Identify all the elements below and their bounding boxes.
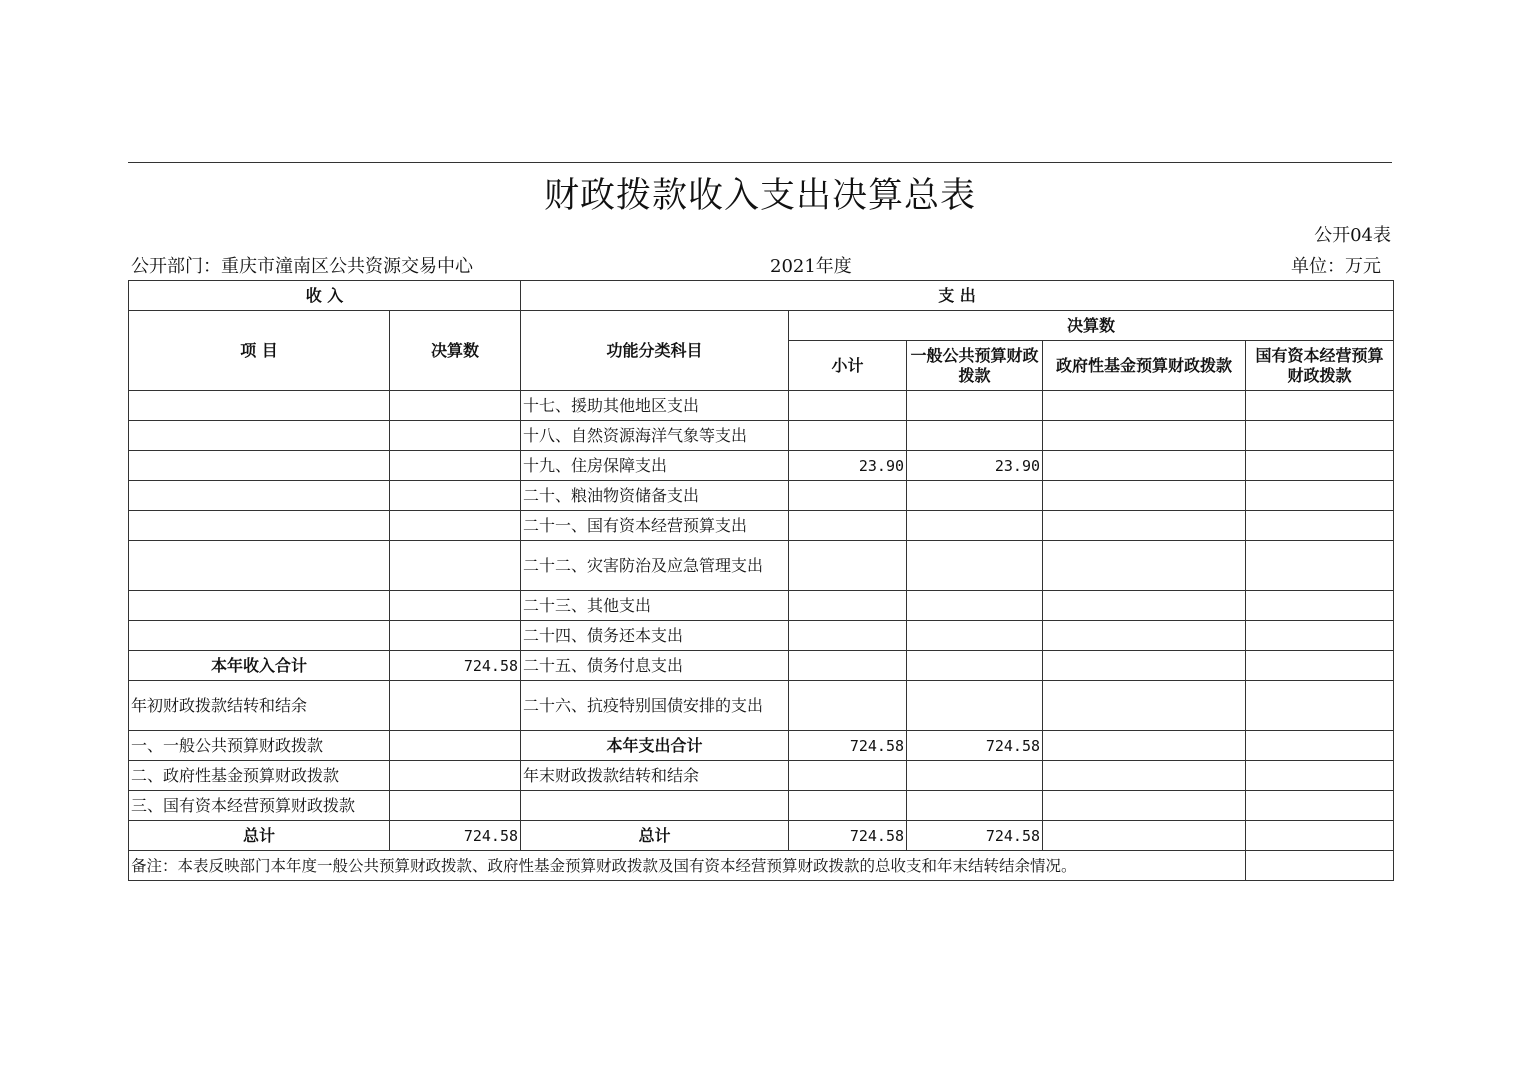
table-row xyxy=(129,421,1394,451)
function-subject-cell: 二十四、债务还本支出 xyxy=(521,621,789,651)
function-subject-cell: 二十五、债务付息支出 xyxy=(521,651,789,681)
page-title: 财政拨款收入支出决算总表 xyxy=(543,176,976,216)
department-label: 公开部门：重庆市潼南区公共资源交易中心 xyxy=(131,256,473,277)
header-general-budget: 一般公共预算财政拨款 xyxy=(907,341,1043,391)
income-item-cell: 一、一般公共预算财政拨款 xyxy=(129,731,390,761)
table-row xyxy=(129,591,1394,621)
function-subject-cell: 二十一、国有资本经营预算支出 xyxy=(521,511,789,541)
general-budget-cell xyxy=(907,481,1043,511)
general-budget-cell xyxy=(907,391,1043,421)
state-capital-cell xyxy=(1246,731,1394,761)
header-item: 项 目 xyxy=(129,311,390,391)
general-budget-cell xyxy=(907,511,1043,541)
income-item-cell: 年初财政拨款结转和结余 xyxy=(129,681,390,731)
general-budget-cell xyxy=(907,421,1043,451)
function-subject-cell xyxy=(521,791,789,821)
header-income: 收 入 xyxy=(129,281,521,311)
state-capital-cell xyxy=(1246,821,1394,851)
gov-fund-cell xyxy=(1043,591,1246,621)
income-item-cell xyxy=(129,541,390,591)
header-state-capital: 国有资本经营预算财政拨款 xyxy=(1246,341,1394,391)
gov-fund-cell xyxy=(1043,621,1246,651)
function-subject-cell: 十八、自然资源海洋气象等支出 xyxy=(521,421,789,451)
function-subject-cell: 本年支出合计 xyxy=(521,731,789,761)
table-row xyxy=(129,391,1394,421)
budget-table xyxy=(128,280,1394,881)
state-capital-cell xyxy=(1246,451,1394,481)
table-row xyxy=(129,511,1394,541)
income-amount-cell xyxy=(390,681,521,731)
general-budget-cell: 23.90 xyxy=(907,451,1043,481)
subtotal-cell xyxy=(789,651,907,681)
subtotal-cell xyxy=(789,511,907,541)
general-budget-cell xyxy=(907,541,1043,591)
subtotal-cell xyxy=(789,681,907,731)
income-amount-cell xyxy=(390,421,521,451)
header-amount: 决算数 xyxy=(390,311,521,391)
income-amount-cell xyxy=(390,621,521,651)
table-row xyxy=(129,791,1394,821)
income-amount-cell xyxy=(390,451,521,481)
income-item-cell xyxy=(129,391,390,421)
state-capital-cell xyxy=(1246,761,1394,791)
income-item-cell: 三、国有资本经营预算财政拨款 xyxy=(129,791,390,821)
header-subtotal: 小计 xyxy=(789,341,907,391)
general-budget-cell xyxy=(907,621,1043,651)
function-subject-cell: 二十、粮油物资储备支出 xyxy=(521,481,789,511)
subtotal-cell: 724.58 xyxy=(789,731,907,761)
general-budget-cell: 724.58 xyxy=(907,731,1043,761)
gov-fund-cell xyxy=(1043,651,1246,681)
income-amount-cell xyxy=(390,761,521,791)
general-budget-cell xyxy=(907,761,1043,791)
function-subject-cell: 二十二、灾害防治及应急管理支出 xyxy=(521,541,789,591)
income-item-cell xyxy=(129,511,390,541)
fiscal-year: 2021年度 xyxy=(770,256,852,277)
gov-fund-cell xyxy=(1043,391,1246,421)
income-item-cell: 二、政府性基金预算财政拨款 xyxy=(129,761,390,791)
subtotal-cell: 23.90 xyxy=(789,451,907,481)
subtotal-cell xyxy=(789,541,907,591)
state-capital-cell xyxy=(1246,591,1394,621)
general-budget-cell xyxy=(907,651,1043,681)
state-capital-cell xyxy=(1246,391,1394,421)
income-amount-cell xyxy=(390,731,521,761)
gov-fund-cell xyxy=(1043,761,1246,791)
gov-fund-cell xyxy=(1043,511,1246,541)
state-capital-cell xyxy=(1246,481,1394,511)
state-capital-cell xyxy=(1246,511,1394,541)
table-row xyxy=(129,451,1394,481)
income-amount-cell: 724.58 xyxy=(390,651,521,681)
table-row xyxy=(129,621,1394,651)
header-function-subject: 功能分类科目 xyxy=(521,311,789,391)
state-capital-cell xyxy=(1246,791,1394,821)
gov-fund-cell xyxy=(1043,421,1246,451)
function-subject-cell: 年末财政拨款结转和结余 xyxy=(521,761,789,791)
header-expense: 支 出 xyxy=(521,281,1394,311)
function-subject-cell: 总计 xyxy=(521,821,789,851)
state-capital-cell xyxy=(1246,421,1394,451)
table-row xyxy=(129,731,1394,761)
function-subject-cell: 二十三、其他支出 xyxy=(521,591,789,621)
income-amount-cell xyxy=(390,541,521,591)
income-amount-cell xyxy=(390,511,521,541)
income-item-cell xyxy=(129,421,390,451)
subtotal-cell xyxy=(789,591,907,621)
income-item-cell xyxy=(129,621,390,651)
general-budget-cell xyxy=(907,791,1043,821)
income-item-cell xyxy=(129,481,390,511)
state-capital-cell xyxy=(1246,541,1394,591)
subtotal-cell xyxy=(789,761,907,791)
income-amount-cell xyxy=(390,481,521,511)
note-empty-cell xyxy=(1246,851,1394,881)
subtotal-cell: 724.58 xyxy=(789,821,907,851)
note-row xyxy=(129,851,1394,881)
gov-fund-cell xyxy=(1043,541,1246,591)
table-row xyxy=(129,821,1394,851)
function-subject-cell: 二十六、抗疫特别国债安排的支出 xyxy=(521,681,789,731)
header-gov-fund: 政府性基金预算财政拨款 xyxy=(1043,341,1246,391)
subtotal-cell xyxy=(789,481,907,511)
income-item-cell xyxy=(129,451,390,481)
state-capital-cell xyxy=(1246,651,1394,681)
gov-fund-cell xyxy=(1043,731,1246,761)
subtotal-cell xyxy=(789,621,907,651)
income-amount-cell xyxy=(390,391,521,421)
income-amount-cell: 724.58 xyxy=(390,821,521,851)
income-item-cell: 本年收入合计 xyxy=(129,651,390,681)
general-budget-cell xyxy=(907,591,1043,621)
gov-fund-cell xyxy=(1043,481,1246,511)
gov-fund-cell xyxy=(1043,821,1246,851)
table-note: 备注：本表反映部门本年度一般公共预算财政拨款、政府性基金预算财政拨款及国有资本经营预算财政拨款的总收支和年末结转结余情况。 xyxy=(129,851,1246,881)
subtotal-cell xyxy=(789,391,907,421)
gov-fund-cell xyxy=(1043,681,1246,731)
income-amount-cell xyxy=(390,791,521,821)
header-final-amount: 决算数 xyxy=(789,311,1394,341)
table-row xyxy=(129,541,1394,591)
state-capital-cell xyxy=(1246,681,1394,731)
table-row xyxy=(129,651,1394,681)
subtotal-cell xyxy=(789,421,907,451)
function-subject-cell: 十七、援助其他地区支出 xyxy=(521,391,789,421)
table-row xyxy=(129,481,1394,511)
income-amount-cell xyxy=(390,591,521,621)
unit-label: 单位：万元 xyxy=(1291,256,1381,277)
function-subject-cell: 十九、住房保障支出 xyxy=(521,451,789,481)
gov-fund-cell xyxy=(1043,451,1246,481)
subtotal-cell xyxy=(789,791,907,821)
general-budget-cell: 724.58 xyxy=(907,821,1043,851)
form-number: 公开04表 xyxy=(1314,225,1391,246)
general-budget-cell xyxy=(907,681,1043,731)
income-item-cell xyxy=(129,591,390,621)
state-capital-cell xyxy=(1246,621,1394,651)
table-row xyxy=(129,761,1394,791)
gov-fund-cell xyxy=(1043,791,1246,821)
top-rule xyxy=(128,162,1392,163)
income-item-cell: 总计 xyxy=(129,821,390,851)
table-row xyxy=(129,681,1394,731)
